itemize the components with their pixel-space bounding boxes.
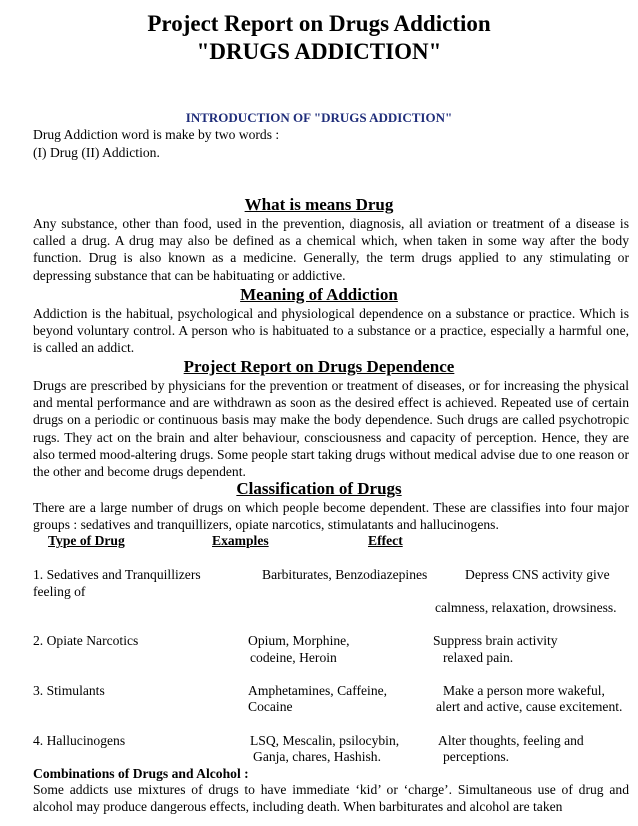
intro-line-1: Drug Addiction word is make by two words : (33, 127, 280, 142)
table-row-1-effect-1: Depress CNS activity give (465, 567, 610, 582)
table-row-4-type: 4. Hallucinogens (33, 733, 126, 748)
table-row-2-effect-1: Suppress brain activity (433, 633, 558, 648)
table-row-2-type: 2. Opiate Narcotics (33, 633, 139, 648)
document-title: Project Report on Drugs Addiction (147, 11, 491, 36)
intro-line-2: (I) Drug (II) Addiction. (33, 145, 160, 160)
combinations-heading: Combinations of Drugs and Alcohol : (33, 766, 249, 781)
table-row-1-examples: Barbiturates, Benzodiazepines (262, 567, 428, 582)
table-row-4-examples-2: Ganja, chares, Hashish. (253, 749, 381, 764)
table-row-4-effect-2: perceptions. (443, 749, 510, 764)
table-row-3-type: 3. Stimulants (33, 683, 105, 698)
table-header-effect: Effect (368, 533, 403, 548)
table-header-examples: Examples (212, 533, 269, 548)
section-text-drug: Any substance, other than food, used in the prevention, diagnosis, all aviation or treatment of a disease is called a drug. A drug may also be defined as a chemical which, when taken in some way after the body function. Drug is also known as a medicine. Generally, the term drugs applied to any stimulating or depressing substance that can be habituating or addictive. (33, 216, 629, 283)
table-header-type: Type of Drug (48, 533, 125, 548)
table-row-1-effect-2: calmness, relaxation, drowsiness. (435, 600, 617, 615)
table-row-1-type: 1. Sedatives and Tranquillizers (33, 567, 201, 582)
section-heading-dependence: Project Report on Drugs Dependence (183, 357, 455, 376)
combinations-text: Some addicts use mixtures of drugs to have immediate ‘kid’ or ‘charge’. Simultaneous use of drug and alcohol may produce dangerous effects, including death. When barbiturates and alcohol are taken (33, 782, 629, 815)
table-row-3-examples-2: Cocaine (248, 699, 293, 714)
table-row-4-examples-1: LSQ, Mescalin, psilocybin, (250, 733, 400, 748)
section-heading-addiction: Meaning of Addiction (240, 285, 398, 304)
table-row-2-examples-1: Opium, Morphine, (248, 633, 350, 648)
table-row-3-effect-2: alert and active, cause excitement. (436, 699, 623, 714)
section-text-addiction: Addiction is the habitual, psychological and physiological dependence on a substance or practice. Which is beyond voluntary control. A person who is habituated to a substance or a practice, especially a harmful one, is called an addict. (33, 306, 629, 356)
table-row-3-examples-1: Amphetamines, Caffeine, (248, 683, 388, 698)
intro-heading: INTRODUCTION OF "DRUGS ADDICTION" (185, 110, 453, 125)
document-subtitle: "DRUGS ADDICTION" (196, 39, 442, 64)
table-row-4-effect-1: Alter thoughts, feeling and (438, 733, 584, 748)
section-text-dependence: Drugs are prescribed by physicians for the prevention or treatment of diseases, or for increasing the physical and mental performance and are withdrawn as soon as the desired effect is achieved. Repeated use of certain drugs on a periodic or continuous basis may make the body dependence. Such drugs are called psychotropic rugs. They act on the brain and alter behaviour, consciousness and capacity of perception. Hence, they are also termed mood-altering drugs. Some people start taking drugs without medical advise due to one reason or the other and become drugs dependent. (33, 378, 629, 480)
section-heading-classification: Classification of Drugs (236, 479, 402, 498)
section-text-classification: There are a large number of drugs on which people become dependent. These are classifies into four major groups : sedatives and tranquillizers, opiate narcotics, stimulatants and hallucinogens. (33, 500, 629, 533)
table-row-2-effect-2: relaxed pain. (443, 650, 514, 665)
table-row-3-effect-1: Make a person more wakeful, (443, 683, 605, 698)
table-row-1-wrap: feeling of (33, 584, 86, 599)
table-row-2-examples-2: codeine, Heroin (250, 650, 337, 665)
section-heading-drug: What is means Drug (244, 195, 394, 214)
